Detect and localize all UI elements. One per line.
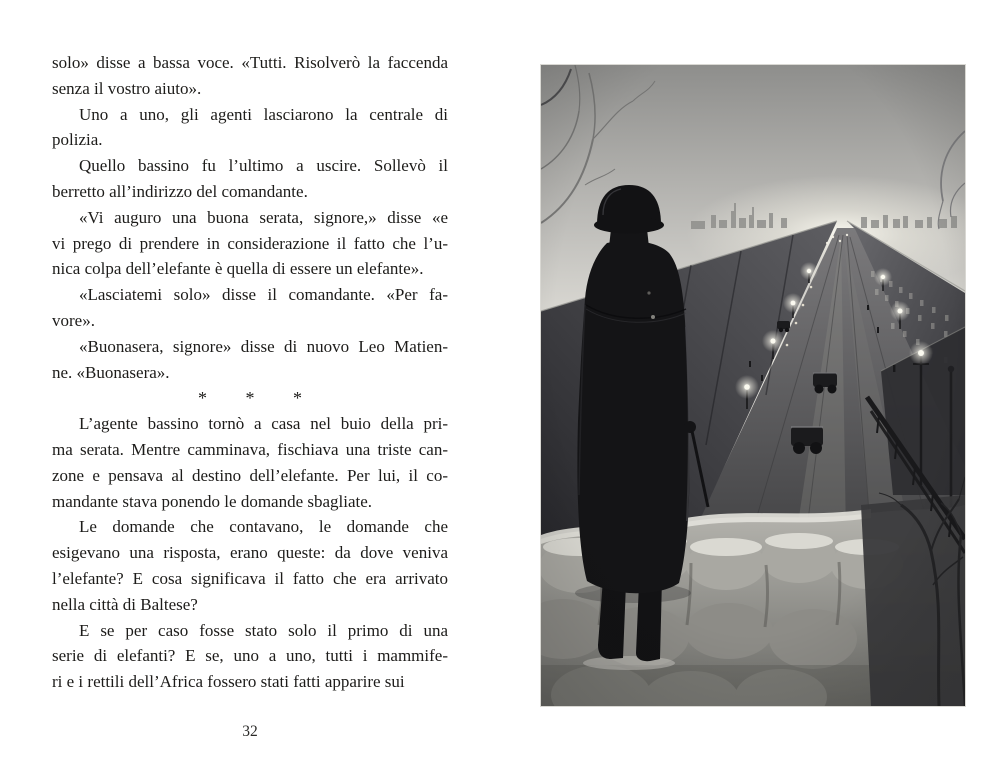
paragraph — [52, 102, 448, 154]
text-line: vore». — [52, 310, 95, 330]
text-line: «Vi auguro una buona serata, signore,» disse «e — [79, 207, 448, 227]
text-line: polizia. — [52, 130, 103, 150]
paragraph — [52, 153, 448, 205]
paragraph — [52, 205, 448, 282]
text-line: vi prego di prendere in considerazione il fatto che l’u- — [52, 233, 448, 253]
text-line: zone e pensava al destino dell’elefante. Per lui, il co- — [52, 465, 448, 485]
paragraph — [52, 411, 448, 514]
section-separator: * * * — [198, 388, 302, 409]
text-line: ri e i rettili dell’Africa fossero stati fatti apparire sui — [52, 672, 405, 692]
text-line: berretto all’indirizzo del comandante. — [52, 181, 308, 201]
text-line: Uno a uno, gli agenti lasciarono la centrale di — [79, 104, 448, 124]
text-line: solo» disse a bassa voce. «Tutti. Risolverò la faccenda — [52, 53, 448, 72]
text-line: L’agente bassino tornò a casa nel buio della pri- — [79, 414, 448, 434]
text-line: nica colpa dell’elefante è quella di essere un elefante». — [52, 259, 424, 279]
text-line: E se per caso fosse stato solo il primo di una — [79, 620, 448, 640]
text-line: «Buonasera, signore» disse di nuovo Leo Matien- — [79, 336, 448, 356]
text-line: Quello bassino fu l’ultimo a uscire. Sollevò il — [79, 156, 448, 176]
paragraph — [52, 282, 448, 334]
text-line: ne. «Buonasera». — [52, 362, 170, 382]
illustration-svg — [541, 65, 965, 706]
left-page-text-column — [52, 50, 448, 695]
paragraph — [52, 334, 448, 386]
paragraph — [52, 618, 448, 695]
vignette — [541, 65, 965, 706]
text-line: nella città di Baltese? — [52, 594, 198, 614]
text-line: ma serata. Mentre camminava, fischiava una triste can- — [52, 439, 448, 459]
text-line: serie di elefanti? E se, uno a uno, tutti i mammife- — [52, 646, 448, 666]
page-number: 32 — [242, 723, 258, 740]
illustration — [540, 64, 966, 707]
paragraph — [52, 50, 448, 102]
paragraph — [52, 514, 448, 617]
text-line: «Lasciatemi solo» disse il comandante. «Per fa- — [79, 285, 448, 305]
text-line: l’elefante? E cosa significava il fatto che era arrivato — [52, 568, 448, 588]
text-line: esigevano una risposta, erano queste: da dove veniva — [52, 543, 448, 563]
text-line: mandante stava ponendo le domande sbagliate. — [52, 491, 373, 511]
text-line: Le domande che contavano, le domande che — [79, 517, 448, 537]
text-line: senza il vostro aiuto». — [52, 78, 202, 98]
